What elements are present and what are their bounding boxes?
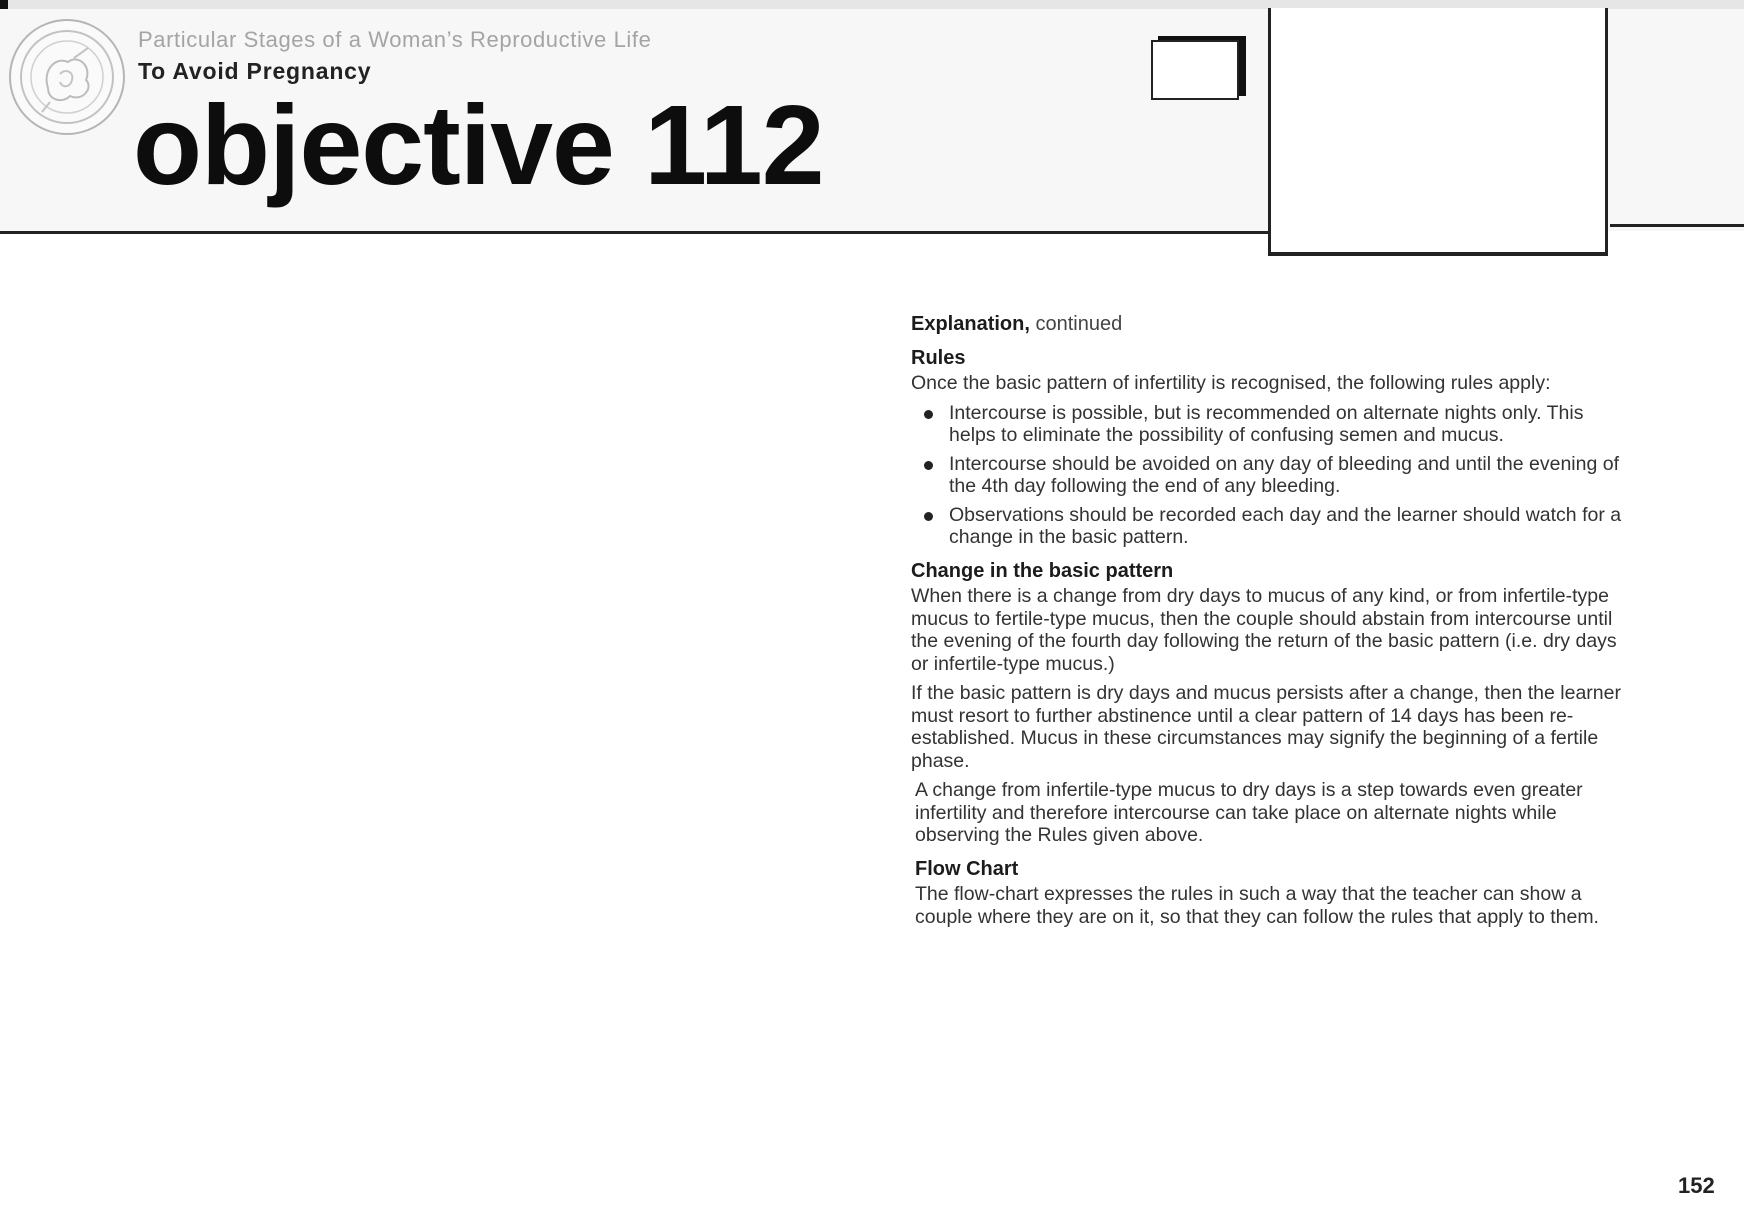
header-rule-right [1610, 224, 1744, 227]
series-title: Particular Stages of a Woman’s Reproductive Life [138, 27, 652, 52]
change-paragraph: When there is a change from dry days to mucus of any kind, or from infertile-type mucus to fertile-type mucus, then the couple should abstain from intercourse until the evening of the fourth day following the return of the basic pattern (i.e. dry days or infertile-type mucus.) [911, 585, 1617, 675]
bullet-icon [924, 461, 933, 470]
header-rule [0, 231, 1270, 234]
explanation-heading-label: Explanation, [911, 313, 1030, 335]
flow-chart-heading: Flow Chart [915, 857, 1019, 880]
corner-mark [0, 0, 8, 9]
bullet-icon [924, 512, 933, 521]
explanation-heading [911, 313, 1623, 336]
flow-chart-paragraph: The flow-chart expresses the rules in such a way that the teacher can show a couple where they are on it, so that they can follow the rules that apply to them. [915, 883, 1599, 928]
rules-list [911, 402, 1623, 549]
rules-heading: Rules [911, 346, 966, 369]
explanation-heading-suffix: continued [1035, 313, 1123, 335]
change-paragraph: If the basic pattern is dry days and mucus persists after a change, then the learner must resort to further abstinence until a clear pattern of 14 days has been re-established. Mucus in these circumstances may signify the beginning of a fertile phase. [911, 682, 1621, 772]
objective-title: objective 112 [133, 82, 824, 208]
explanation-content [911, 313, 1623, 935]
logo-emblem-icon [8, 18, 126, 136]
page-number: 152 [1678, 1173, 1715, 1198]
change-paragraph: A change from infertile-type mucus to dry days is a step towards even greater infertility and therefore intercourse can take place on alternate nights while observing the Rules given above. [915, 779, 1583, 846]
list-item-text: Observations should be recorded each day and the learner should watch for a change in the basic pattern. [949, 503, 1622, 548]
list-item [911, 402, 1623, 447]
check-box [1151, 40, 1239, 100]
list-item [911, 453, 1623, 498]
section-title: To Avoid Pregnancy [138, 58, 372, 84]
list-item-text: Intercourse should be avoided on any day of bleeding and until the evening of the 4th day following the end of any bleeding. [949, 452, 1619, 497]
rules-intro: Once the basic pattern of infertility is recognised, the following rules apply: [911, 372, 1551, 394]
side-box [1268, 8, 1608, 256]
list-item-text: Intercourse is possible, but is recommended on alternate nights only. This helps to eliminate the possibility of confusing semen and mucus. [949, 401, 1584, 446]
bullet-icon [924, 410, 933, 419]
change-heading: Change in the basic pattern [911, 559, 1174, 582]
list-item [911, 504, 1623, 549]
